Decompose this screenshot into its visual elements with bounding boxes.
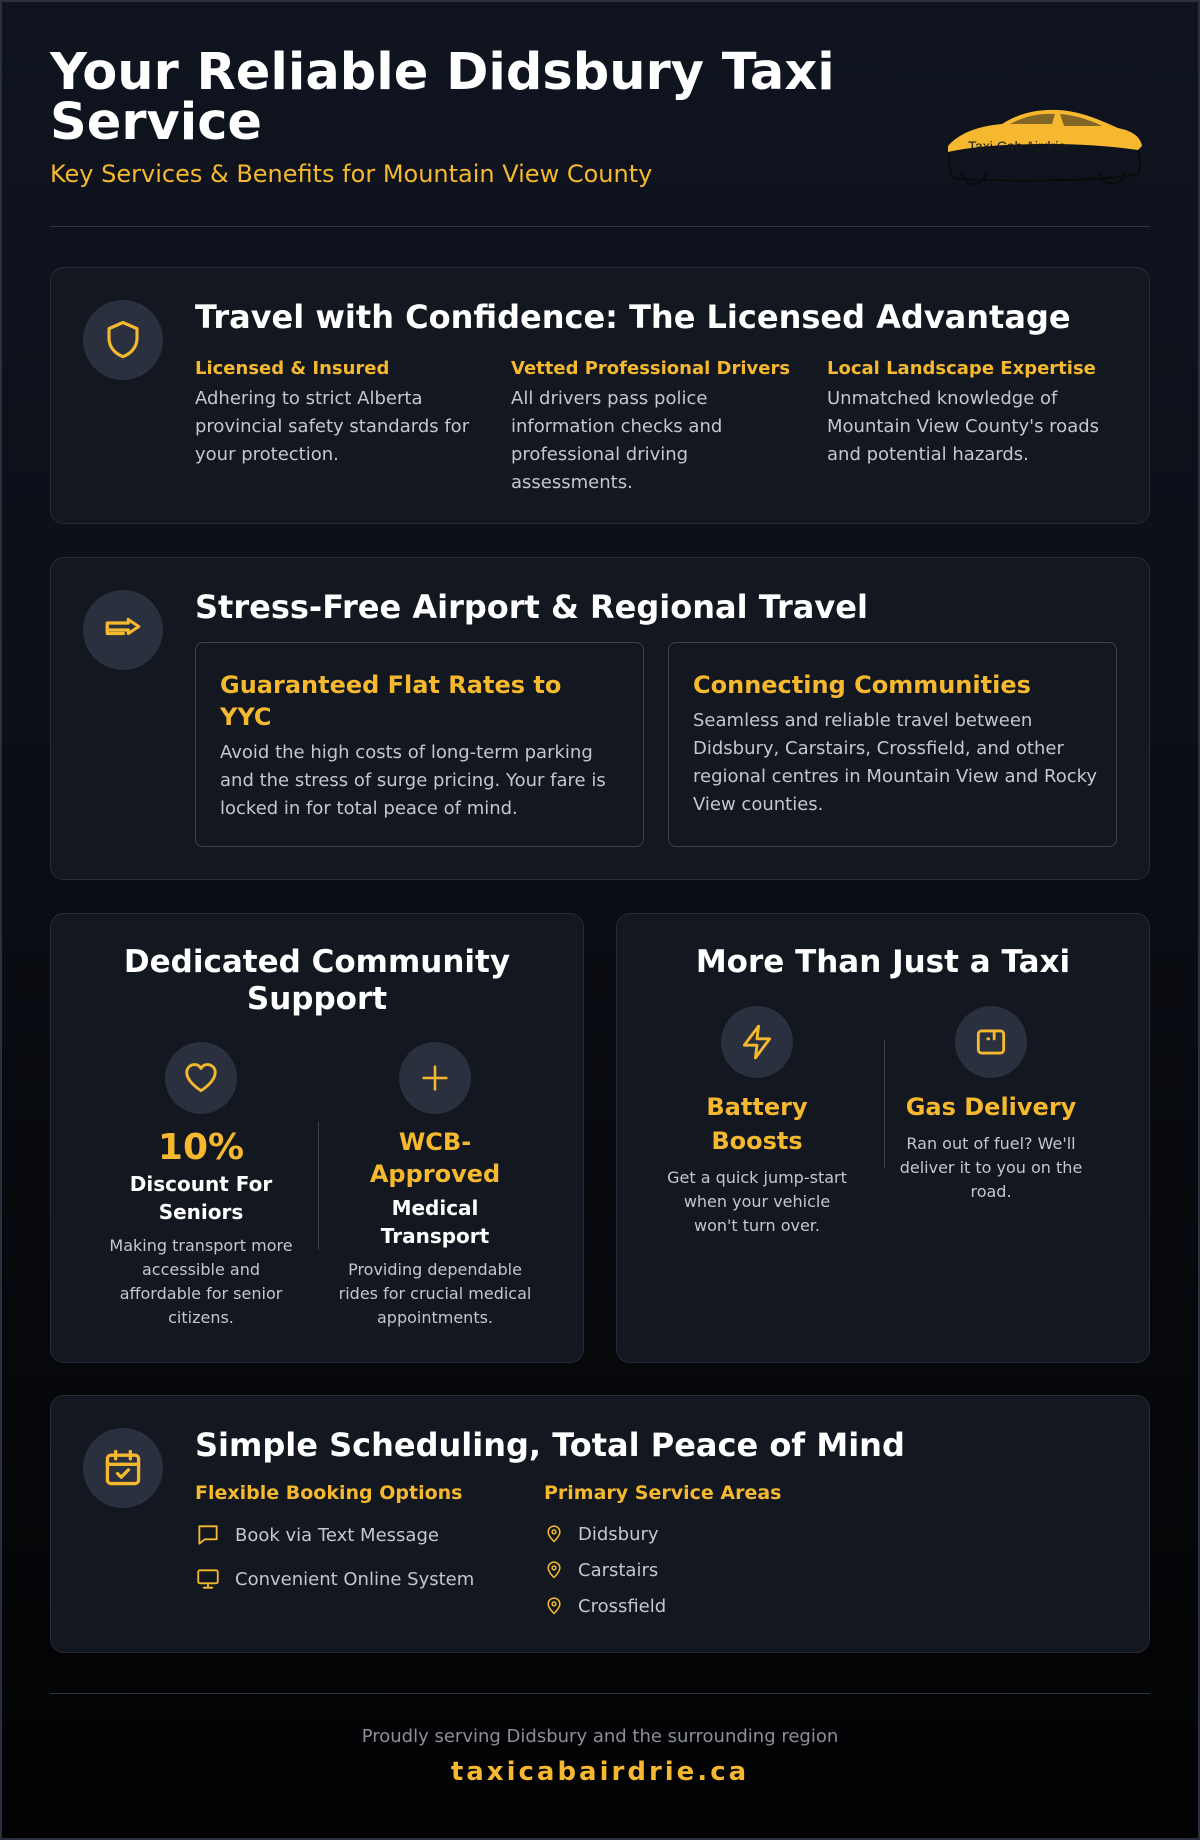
community-item-highlight: 10%: [157, 1127, 245, 1168]
community-item-text: Making transport more accessible and affordable for senior citizens.: [109, 1236, 293, 1327]
booking-option-label: Convenient Online System: [235, 1568, 475, 1590]
licensed-icon-circle: [83, 300, 163, 380]
more-item-text: Ran out of fuel? We'll deliver it to you on the road.: [899, 1134, 1083, 1201]
community-item: [335, 1042, 535, 1330]
booking-option-online[interactable]: [195, 1566, 474, 1592]
booking-heading: Flexible Booking Options: [195, 1482, 463, 1504]
more-item: [891, 1006, 1091, 1204]
service-area-item: [544, 1522, 659, 1546]
community-divider: [318, 1122, 319, 1250]
more-card: [616, 913, 1150, 1363]
licensed-item-text: Adhering to strict Alberta provincial safety standards for your protection.: [195, 388, 470, 465]
more-item-icon-circle: [721, 1006, 793, 1078]
airport-subcard-text: Avoid the high costs of long-term parking and the stress of surge pricing. Your fare is locked in for total peace of mind.: [220, 742, 606, 819]
map-pin-icon: [544, 1558, 564, 1582]
community-item-icon-circle: [165, 1042, 237, 1114]
more-divider: [884, 1040, 885, 1168]
airport-subcard-heading: Connecting Communities: [693, 671, 1031, 699]
booking-option-label: Book via Text Message: [235, 1524, 439, 1546]
scheduling-title: Simple Scheduling, Total Peace of Mind: [195, 1426, 905, 1464]
airport-subcard: [195, 642, 644, 847]
community-title: Dedicated Community Support: [123, 944, 511, 1017]
footer-divider: [50, 1693, 1150, 1694]
airport-subcard-text: Seamless and reliable travel between Didsbury, Carstairs, Crossfield, and other regional centres in Mountain View and Rocky View counties.: [693, 710, 1098, 815]
direction-sign-icon: [102, 609, 144, 651]
licensed-item: [827, 358, 1122, 469]
message-icon: [195, 1522, 221, 1548]
community-item-highlight: WCB-Approved: [369, 1128, 501, 1188]
areas-heading: Primary Service Areas: [544, 1482, 782, 1504]
more-item-text: Get a quick jump-start when your vehicle won't turn over.: [667, 1168, 847, 1235]
service-area-item: [544, 1558, 658, 1582]
scheduling-icon-circle: [83, 1428, 163, 1508]
licensed-item-heading: Licensed & Insured: [195, 358, 390, 379]
community-item: [101, 1042, 301, 1330]
service-area-label: Carstairs: [578, 1559, 659, 1581]
service-area-label: Didsbury: [578, 1523, 659, 1545]
community-card: [50, 913, 584, 1363]
licensed-item-heading: Vetted Professional Drivers: [511, 358, 791, 379]
airport-subcard: [668, 642, 1117, 847]
airport-subcard-heading: Guaranteed Flat Rates to YYC: [220, 671, 562, 731]
map-pin-icon: [544, 1594, 564, 1618]
more-title: More Than Just a Taxi: [695, 944, 1071, 980]
licensed-item-heading: Local Landscape Expertise: [827, 358, 1096, 379]
licensed-item: [195, 358, 490, 469]
service-area-label: Crossfield: [578, 1595, 667, 1617]
airport-card: [50, 557, 1150, 880]
page-subtitle: Key Services & Benefits for Mountain View County: [50, 160, 653, 188]
taxi-logo[interactable]: [940, 74, 1150, 204]
page-title: Your Reliable Didsbury Taxi Service: [50, 43, 835, 152]
licensed-title: Travel with Confidence: The Licensed Advantage: [195, 298, 1071, 336]
community-item-label: Discount For Seniors: [129, 1172, 273, 1224]
shield-icon: [102, 319, 144, 361]
service-area-item: [544, 1594, 666, 1618]
community-item-icon-circle: [399, 1042, 471, 1114]
more-item-icon-circle: [955, 1006, 1027, 1078]
airport-title: Stress-Free Airport & Regional Travel: [195, 588, 868, 626]
plus-icon: [418, 1061, 452, 1095]
header: [50, 43, 1150, 226]
booking-option-text-message[interactable]: [195, 1522, 439, 1548]
header-divider: [50, 226, 1150, 227]
more-item: [657, 1006, 857, 1238]
licensed-card: [50, 267, 1150, 524]
calendar-check-icon: [101, 1446, 145, 1490]
licensed-item-text: All drivers pass police information checks and professional driving assessments.: [511, 388, 723, 493]
licensed-item-text: Unmatched knowledge of Mountain View County's roads and potential hazards.: [827, 388, 1100, 465]
monitor-icon: [195, 1566, 221, 1592]
more-item-label: Gas Delivery: [905, 1093, 1077, 1121]
heart-icon: [182, 1059, 220, 1097]
more-item-label: Battery Boosts: [706, 1093, 808, 1155]
footer-site-link[interactable]: taxicabairdrie.ca: [450, 1757, 750, 1787]
airport-icon-circle: [83, 590, 163, 670]
footer-tagline: Proudly serving Didsbury and the surrounding region: [361, 1726, 839, 1747]
lightning-icon: [738, 1023, 776, 1061]
community-item-label: Medical Transport: [380, 1196, 490, 1248]
map-pin-icon: [544, 1522, 564, 1546]
community-item-text: Providing dependable rides for crucial medical appointments.: [338, 1260, 532, 1327]
licensed-item: [511, 358, 806, 497]
logo-text: Taxi Cab Airdrie: [968, 138, 1067, 154]
fuel-icon: [972, 1023, 1010, 1061]
scheduling-card: [50, 1395, 1150, 1653]
